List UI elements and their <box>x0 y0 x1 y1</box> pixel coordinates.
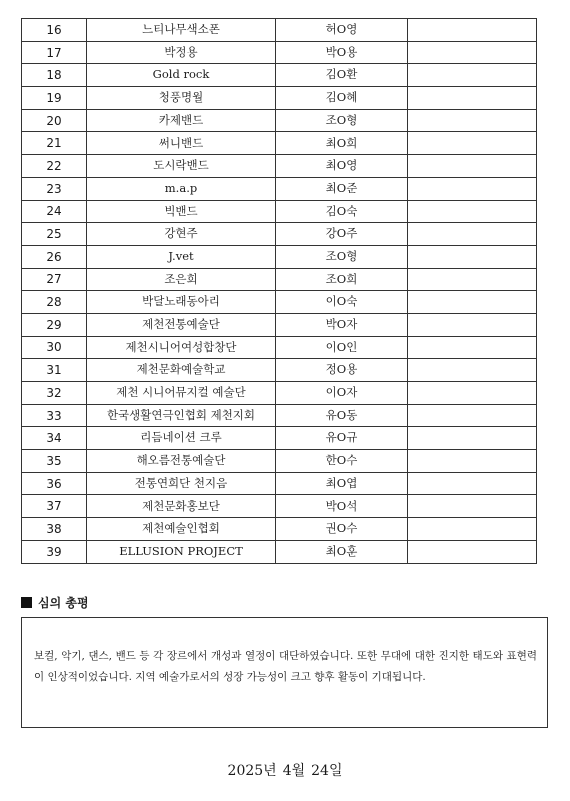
note-cell <box>408 540 537 563</box>
team-name: 강현주 <box>87 223 276 246</box>
note-cell <box>408 313 537 336</box>
date-year: 2025년 <box>227 763 277 779</box>
row-number: 33 <box>22 404 87 427</box>
team-name: 박달노래동아리 <box>87 291 276 314</box>
row-number: 25 <box>22 223 87 246</box>
team-name: 빅밴드 <box>87 200 276 223</box>
row-number: 34 <box>22 427 87 450</box>
row-number: 22 <box>22 155 87 178</box>
review-box <box>21 617 548 728</box>
leader-name: 조O형 <box>276 245 408 268</box>
row-number: 37 <box>22 495 87 518</box>
table-row <box>22 336 537 359</box>
row-number: 38 <box>22 518 87 541</box>
row-number: 26 <box>22 245 87 268</box>
team-name: 제천전통예술단 <box>87 313 276 336</box>
leader-name: 박O용 <box>276 41 408 64</box>
row-number: 18 <box>22 64 87 87</box>
table-row <box>22 291 537 314</box>
note-cell <box>408 41 537 64</box>
leader-name: 박O자 <box>276 313 408 336</box>
note-cell <box>408 64 537 87</box>
table-row <box>22 450 537 473</box>
team-name: 한국생활연극인협회 제천지회 <box>87 404 276 427</box>
leader-name: 최O훈 <box>276 540 408 563</box>
team-name: ELLUSION PROJECT <box>87 540 276 563</box>
row-number: 27 <box>22 268 87 291</box>
row-number: 31 <box>22 359 87 382</box>
row-number: 20 <box>22 109 87 132</box>
note-cell <box>408 245 537 268</box>
table-row <box>22 19 537 42</box>
note-cell <box>408 87 537 110</box>
note-cell <box>408 450 537 473</box>
note-cell <box>408 404 537 427</box>
team-name: m.a.p <box>87 177 276 200</box>
note-cell <box>408 223 537 246</box>
note-cell <box>408 177 537 200</box>
table-row <box>22 200 537 223</box>
row-number: 19 <box>22 87 87 110</box>
note-cell <box>408 155 537 178</box>
team-name: 느티나무색소폰 <box>87 19 276 42</box>
document-date <box>0 760 570 780</box>
row-number: 39 <box>22 540 87 563</box>
team-name: 제천문화예술학교 <box>87 359 276 382</box>
note-cell <box>408 472 537 495</box>
table-row <box>22 132 537 155</box>
row-number: 32 <box>22 382 87 405</box>
note-cell <box>408 132 537 155</box>
note-cell <box>408 291 537 314</box>
leader-name: 조O희 <box>276 268 408 291</box>
team-name: Gold rock <box>87 64 276 87</box>
leader-name: 최O준 <box>276 177 408 200</box>
row-number: 17 <box>22 41 87 64</box>
leader-name: 박O석 <box>276 495 408 518</box>
table-row <box>22 359 537 382</box>
table-row <box>22 223 537 246</box>
leader-name: 최O영 <box>276 155 408 178</box>
table-row <box>22 87 537 110</box>
review-section-title <box>21 594 89 611</box>
leader-name: 강O주 <box>276 223 408 246</box>
note-cell <box>408 495 537 518</box>
table-row <box>22 41 537 64</box>
row-number: 16 <box>22 19 87 42</box>
row-number: 24 <box>22 200 87 223</box>
note-cell <box>408 109 537 132</box>
date-month: 4월 <box>282 763 306 779</box>
participant-table <box>21 18 537 564</box>
leader-name: 한O수 <box>276 450 408 473</box>
note-cell <box>408 19 537 42</box>
note-cell <box>408 268 537 291</box>
leader-name: 권O수 <box>276 518 408 541</box>
team-name: 제천문화홍보단 <box>87 495 276 518</box>
team-name: 조은희 <box>87 268 276 291</box>
table-row <box>22 427 537 450</box>
note-cell <box>408 359 537 382</box>
table-row <box>22 404 537 427</box>
table-row <box>22 382 537 405</box>
leader-name: 최O희 <box>276 132 408 155</box>
table-row <box>22 540 537 563</box>
table-row <box>22 313 537 336</box>
black-square-icon <box>21 597 32 608</box>
table-row <box>22 472 537 495</box>
leader-name: 유O규 <box>276 427 408 450</box>
leader-name: 유O동 <box>276 404 408 427</box>
leader-name: 허O영 <box>276 19 408 42</box>
participant-table-body <box>22 19 537 564</box>
note-cell <box>408 336 537 359</box>
team-name: 해오름전통예술단 <box>87 450 276 473</box>
leader-name: 김O환 <box>276 64 408 87</box>
row-number: 36 <box>22 472 87 495</box>
team-name: 제천시니어여성합창단 <box>87 336 276 359</box>
row-number: 30 <box>22 336 87 359</box>
team-name: 도시락밴드 <box>87 155 276 178</box>
table-row <box>22 268 537 291</box>
leader-name: 정O용 <box>276 359 408 382</box>
table-row <box>22 64 537 87</box>
leader-name: 김O숙 <box>276 200 408 223</box>
leader-name: 최O엽 <box>276 472 408 495</box>
row-number: 35 <box>22 450 87 473</box>
table-row <box>22 495 537 518</box>
note-cell <box>408 200 537 223</box>
table-row <box>22 245 537 268</box>
row-number: 23 <box>22 177 87 200</box>
leader-name: 조O형 <box>276 109 408 132</box>
note-cell <box>408 518 537 541</box>
table-row <box>22 518 537 541</box>
team-name: 제천예술인협회 <box>87 518 276 541</box>
leader-name: 김O혜 <box>276 87 408 110</box>
team-name: 박정용 <box>87 41 276 64</box>
note-cell <box>408 382 537 405</box>
leader-name: 이O인 <box>276 336 408 359</box>
team-name: 리듬네이션 크루 <box>87 427 276 450</box>
team-name: J.vet <box>87 245 276 268</box>
review-title-text: 심의 총평 <box>38 596 89 610</box>
row-number: 21 <box>22 132 87 155</box>
date-day: 24일 <box>311 763 343 779</box>
table-row <box>22 109 537 132</box>
team-name: 전통연희단 천지음 <box>87 472 276 495</box>
team-name: 제천 시니어뮤지컬 예술단 <box>87 382 276 405</box>
leader-name: 이O숙 <box>276 291 408 314</box>
table-row <box>22 155 537 178</box>
table-row <box>22 177 537 200</box>
row-number: 28 <box>22 291 87 314</box>
row-number: 29 <box>22 313 87 336</box>
note-cell <box>408 427 537 450</box>
team-name: 써니밴드 <box>87 132 276 155</box>
review-body-text: 보컬, 악기, 댄스, 밴드 등 각 장르에서 개성과 열정이 대단하였습니다. 또한 무대에 대한 진지한 태도와 표현력이 인상적이었습니다. 지역 예술가로서의 성장 가능성이 크고 향후 활동이 기대됩니다. <box>34 650 537 683</box>
team-name: 카제밴드 <box>87 109 276 132</box>
leader-name: 이O자 <box>276 382 408 405</box>
team-name: 청풍명월 <box>87 87 276 110</box>
